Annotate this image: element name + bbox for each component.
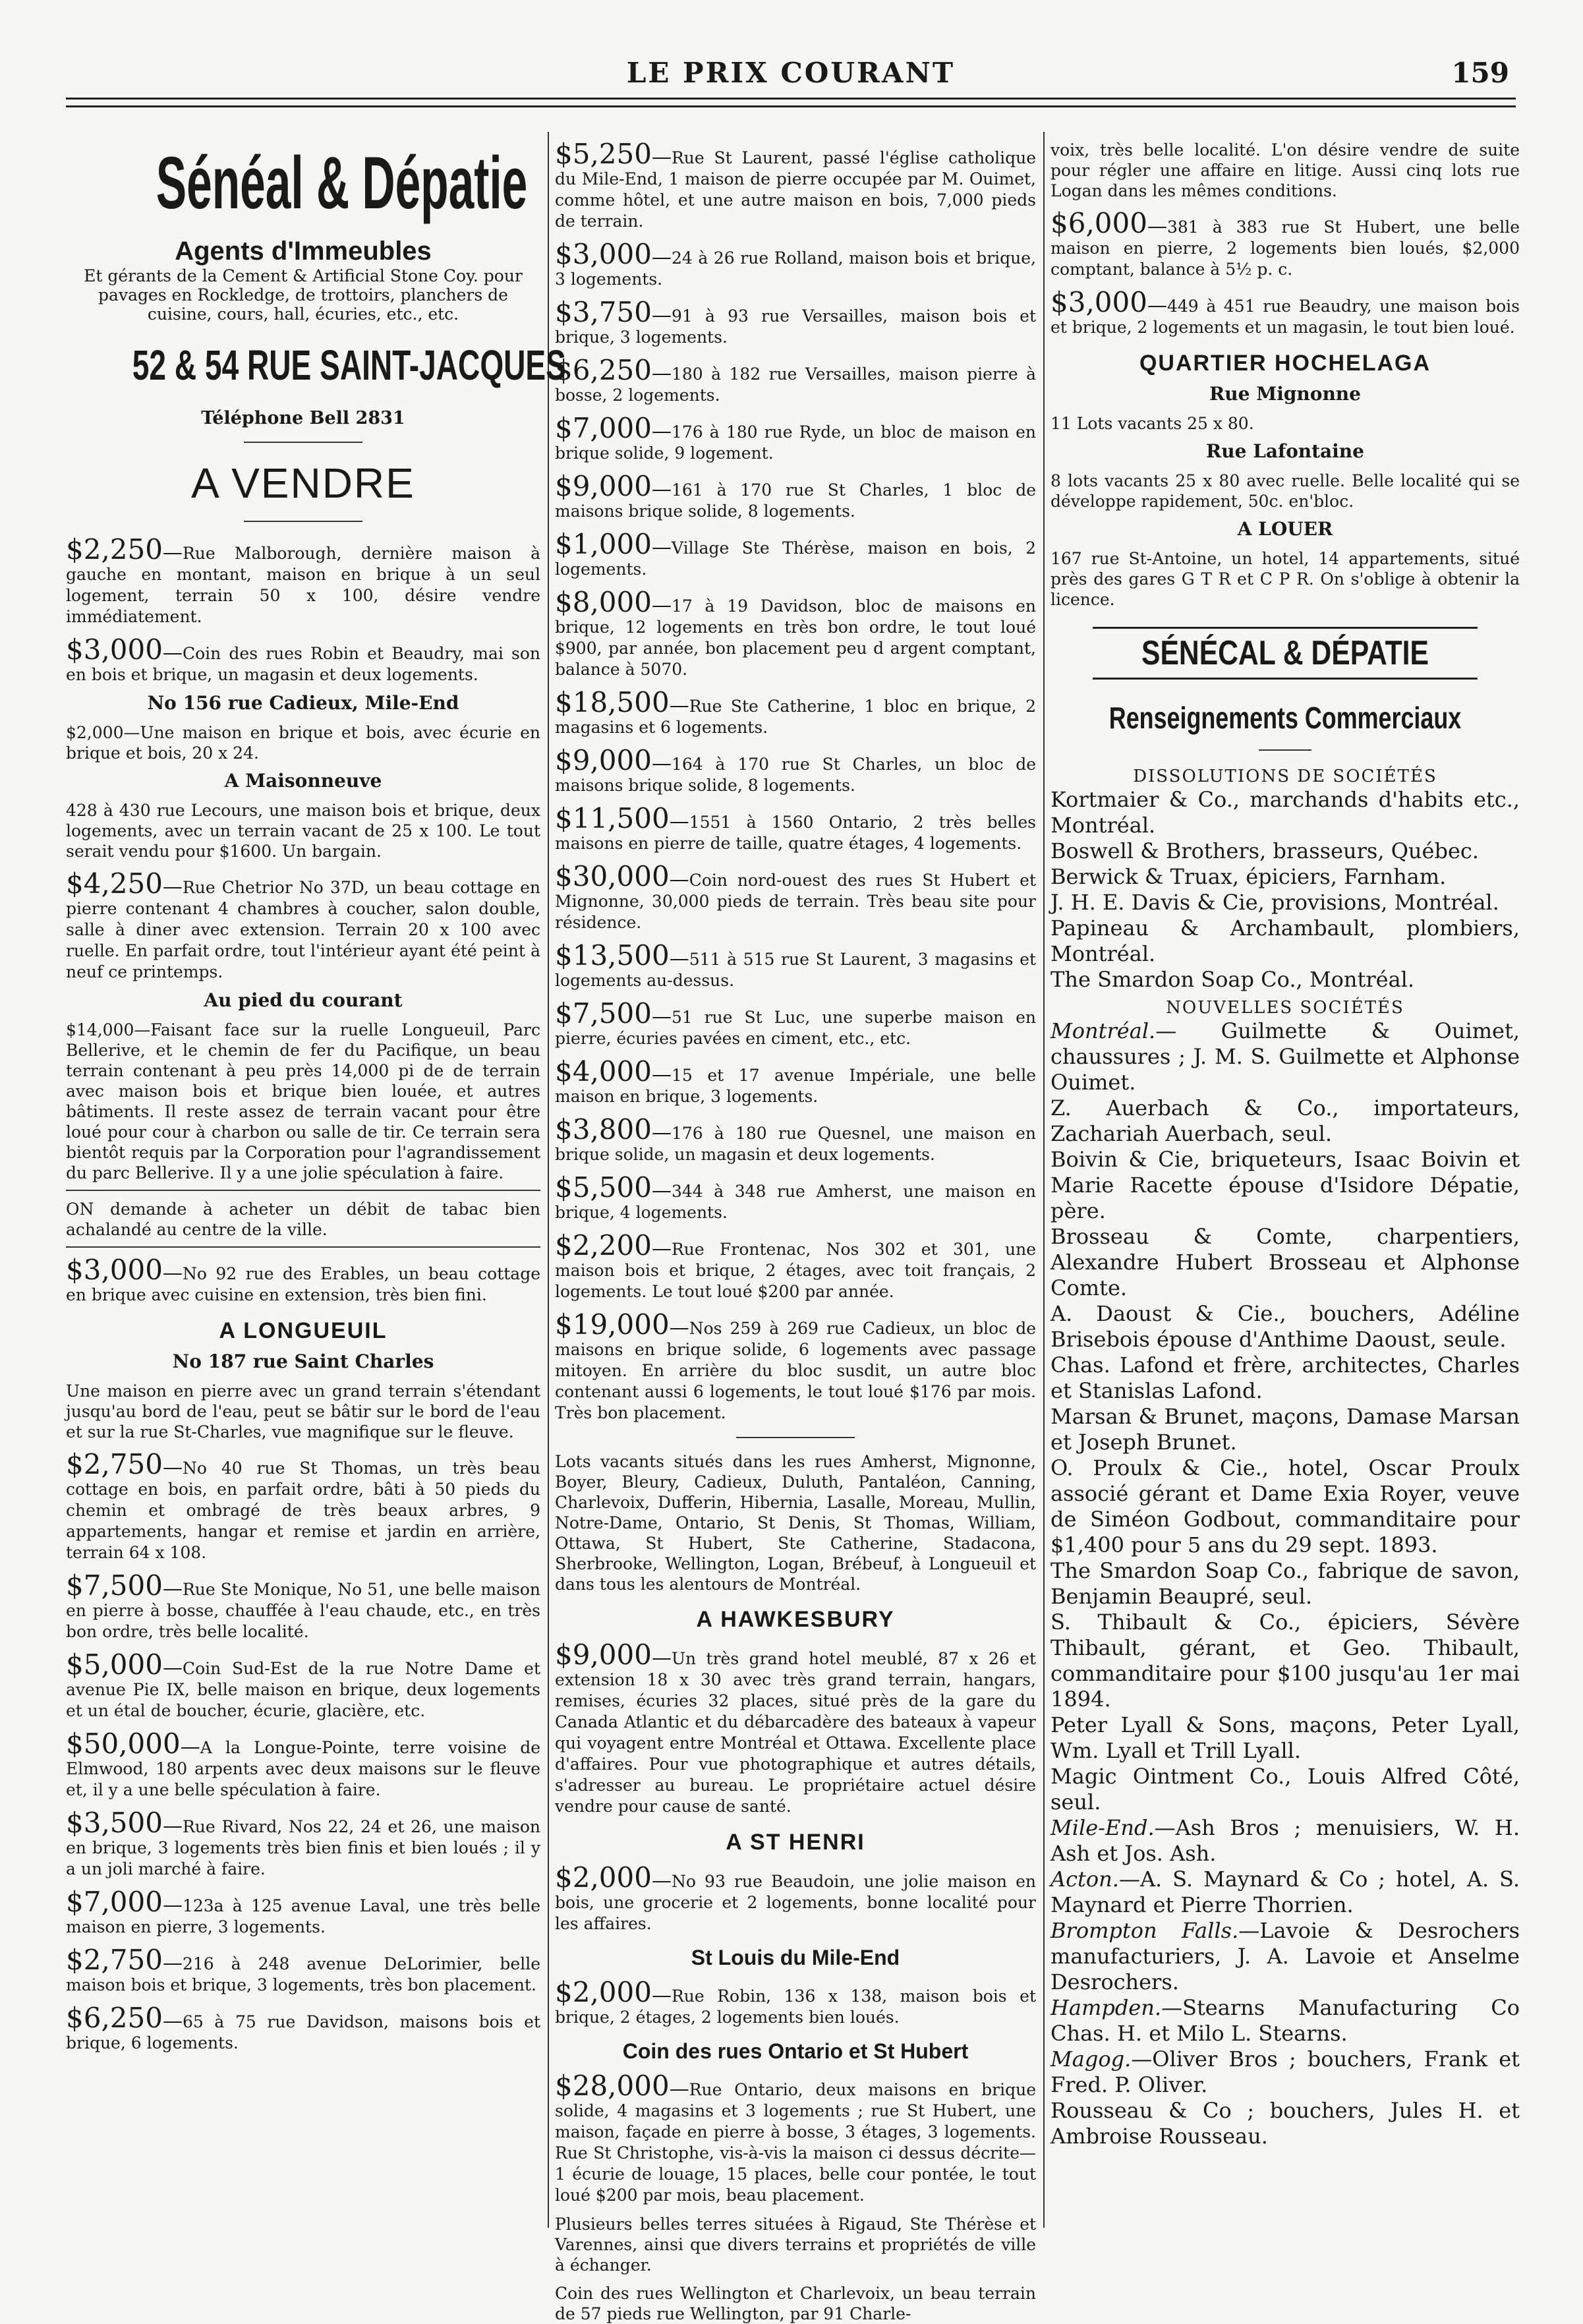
listing-price: $13,500 bbox=[555, 939, 670, 972]
listing: $50,000—A la Longue-Pointe, terre voisine de Elmwood, 180 arpents avec deux maisons sur le fleuve et, il y a une belle spéculation à faire. bbox=[66, 1728, 540, 1799]
listing-text: 161 à 170 rue St Charles, 1 bloc de maisons brique solide, 8 logements. bbox=[555, 480, 1036, 521]
listing: 11 Lots vacants 25 x 80. bbox=[1051, 414, 1254, 433]
header-rule bbox=[66, 105, 1516, 107]
dissolution-entry: Berwick & Truax, épiciers, Farnham. bbox=[1051, 864, 1447, 889]
listing-text: 24 à 26 rue Rolland, maison bois et brique, 3 logements. bbox=[555, 248, 1036, 289]
listing-price: $3,750 bbox=[555, 296, 652, 328]
listing-price: $9,000 bbox=[555, 1639, 652, 1671]
listing-price: $28,000 bbox=[555, 2070, 670, 2102]
listing-text: Rue St Laurent, passé l'église catholique du Mile-End, 1 maison de pierre occupée par M. Ouimet, comme hôtel, et une autre maison en bois, 7,000 pieds de terrain. bbox=[555, 148, 1036, 231]
listing-text: 216 à 248 avenue DeLorimier, belle maison bois et brique, 3 logements, très bon placement. bbox=[66, 1954, 540, 1994]
divider bbox=[244, 442, 362, 443]
listing-price: $6,250 bbox=[555, 354, 652, 386]
societe-entry bbox=[1051, 1815, 1520, 1867]
listing-price: $50,000 bbox=[66, 1728, 181, 1760]
dissolution-entry: Boswell & Brothers, brasseurs, Québec. bbox=[1051, 838, 1479, 863]
listing: $9,000—161 à 170 rue St Charles, 1 bloc de maisons brique solide, 8 logements. bbox=[555, 470, 1036, 521]
listing: $3,000—Coin des rues Robin et Beaudry, mai son en bois et brique, un magasin et deux logements. bbox=[66, 633, 540, 684]
listing: $5,500—344 à 348 rue Amherst, une maison en brique, 4 logements. bbox=[555, 1171, 1036, 1222]
column-3 bbox=[1051, 132, 1520, 2228]
divider bbox=[736, 1437, 855, 1438]
listing-price: $2,750 bbox=[66, 1944, 163, 1976]
firm-name-secondary: SÉNÉCAL & DÉPATIE bbox=[1093, 627, 1478, 680]
listing-text: A la Longue-Pointe, terre voisine de Elmwood, 180 arpents avec deux maisons sur le fleuve et, il y a une belle spéculation à faire. bbox=[66, 1738, 540, 1799]
agents-heading: Agents d'Immeubles bbox=[175, 237, 432, 266]
listing: $7,500—51 rue St Luc, une superbe maison en pierre, écuries pavées en ciment, etc., etc. bbox=[555, 997, 1036, 1048]
section-heading: A VENDRE bbox=[191, 459, 415, 507]
societe-entry bbox=[1051, 1918, 1520, 1995]
entry-text: —Lavoie & Desrochers manufacturiers, J. A. Lavoie et Anselme Desrochers. bbox=[1051, 1918, 1520, 1994]
societe-entry: Chas. Lafond et frère, architectes, Charles et Stanislas Lafond. bbox=[1051, 1352, 1520, 1403]
gerants-text: Et gérants de la Cement & Artificial Stone Coy. pour pavages en Rockledge, de trottoirs, planchers de cuisine, cours, hall, écuries, etc., etc. bbox=[84, 266, 523, 324]
listing-text: 51 rue St Luc, une superbe maison en pierre, écuries pavées en ciment, etc., etc. bbox=[555, 1008, 1036, 1048]
listing: $7,500—Rue Ste Monique, No 51, une belle maison en pierre à bosse, chauffée à l'eau chaude, etc., en très bon ordre, très belle localité. bbox=[66, 1569, 540, 1641]
listing: $2,000—No 93 rue Beaudoin, une jolie maison en bois, une grocerie et 2 logements, bonne localité pour les affaires. bbox=[555, 1861, 1036, 1933]
entry-place: Magog. bbox=[1051, 2047, 1132, 2072]
listing-text: Rue Ste Catherine, 1 bloc en brique, 2 magasins et 6 logements. bbox=[555, 697, 1036, 737]
listing: 8 lots vacants 25 x 80 avec ruelle. Belle localité qui se développe rapidement, 50c. en'bloc. bbox=[1051, 471, 1520, 511]
dissolution-entry: J. H. E. Davis & Cie, provisions, Montréal. bbox=[1051, 890, 1499, 915]
listing-price: $2,250 bbox=[66, 533, 163, 566]
listing-price: $7,500 bbox=[555, 997, 652, 1030]
listing: $19,000—Nos 259 à 269 rue Cadieux, un bloc de maisons en brique solide, 6 logements avec passage mitoyen. En arrière du bloc susdit, un autre bloc contenant aussi 6 logements, le tout loué $176 par mois. Très bon placement. bbox=[555, 1308, 1036, 1422]
nouvelles-heading: NOUVELLES SOCIÉTÉS bbox=[1166, 998, 1404, 1018]
page-header bbox=[66, 51, 1516, 100]
listing-subheading: Rue Lafontaine bbox=[1206, 440, 1364, 462]
listing: $5,000—Coin Sud-Est de la rue Notre Dame et avenue Pie IX, belle maison en brique, deux logements et un étal de boucher, écurie, glacière, etc. bbox=[66, 1648, 540, 1720]
listing-price: $5,000 bbox=[66, 1648, 163, 1681]
listing-text: No 92 rue des Erables, un beau cottage en brique avec cuisine en extension, très bien fini. bbox=[66, 1264, 540, 1304]
entry-place: Acton. bbox=[1051, 1867, 1119, 1892]
societe-entry: Marsan & Brunet, maçons, Damase Marsan et Joseph Brunet. bbox=[1051, 1404, 1520, 1455]
listing-price: $1,000 bbox=[555, 528, 652, 560]
divider bbox=[1259, 749, 1311, 751]
publication-title: LE PRIX COURANT bbox=[626, 57, 956, 89]
listing-text: Un très grand hotel meublé, 87 x 26 et extension 18 x 30 avec très grand terrain, hangars, remises, écuries 32 places, situé près de la gare du Canada Atlantic et du débarcadère des bateaux à vapeur qui voyagent entre Montréal et Ottawa. Excellente place d'affaires. Pour vue photographique et autres détails, s'adresser au bureau. Le propriétaire actuel désire vendre pour cause de santé. bbox=[555, 1649, 1036, 1816]
listing-text: 180 à 182 rue Versailles, maison pierre à bosse, 2 logements. bbox=[555, 364, 1036, 405]
entry-place: Montréal. bbox=[1051, 1018, 1156, 1043]
listing-text: Coin Sud-Est de la rue Notre Dame et avenue Pie IX, belle maison en brique, deux logements et un étal de boucher, écurie, glacière, etc. bbox=[66, 1659, 540, 1720]
listing: $2,750—No 40 rue St Thomas, un très beau cottage en bois, en parfait ordre, bâti à 50 pieds du chemin et ombragé de très beaux arbres, 9 appartements, hangar et remise et jardin en arrière, terrain 64 x 108. bbox=[66, 1448, 540, 1562]
listing-price: $3,000 bbox=[66, 1254, 163, 1286]
listing-price: $3,000 bbox=[1051, 286, 1147, 318]
listing: Une maison en pierre avec un grand terrain s'étendant jusqu'au bord de l'eau, peut se bâtir sur le bord de l'eau et sur la rue St-Charles, vue magnifique sur le fleuve. bbox=[66, 1381, 540, 1441]
listing: $2,750—216 à 248 avenue DeLorimier, belle maison bois et brique, 3 logements, très bon placement. bbox=[66, 1944, 540, 1994]
listing: $3,000—24 à 26 rue Rolland, maison bois et brique, 3 logements. bbox=[555, 238, 1036, 289]
entry-text: —Ash Bros ; menuisiers, W. H. Ash et Jos. Ash. bbox=[1051, 1815, 1520, 1866]
listing: $2,000—Rue Robin, 136 x 138, maison bois et brique, 2 étages, 2 logements bien loués. bbox=[555, 1976, 1036, 2027]
section-heading: A LONGUEUIL bbox=[219, 1318, 388, 1343]
societe-entry: Z. Auerbach & Co., importateurs, Zachariah Auerbach, seul. bbox=[1051, 1095, 1520, 1146]
listing: $28,000—Rue Ontario, deux maisons en brique solide, 4 magasins et 3 logements ; rue St Hubert, une maison, façade en pierre à bosse, 3 étages, 3 logements. Rue St Christophe, vis-à-vis la maison ci dessus décrite—1 écurie de louage, 15 places, belle cour pontée, le tout loué $200 par mois, beau placement. bbox=[555, 2070, 1036, 2205]
listing-price: $9,000 bbox=[555, 470, 652, 502]
societe-entry: The Smardon Soap Co., fabrique de savon, Benjamin Beaupré, seul. bbox=[1051, 1558, 1520, 1609]
listing: $9,000—Un très grand hotel meublé, 87 x 26 et extension 18 x 30 avec très grand terrain, hangars, remises, écuries 32 places, situé près de la gare du Canada Atlantic et du débarcadère des bateaux à vapeur qui voyagent entre Montréal et Ottawa. Excellente place d'affaires. Pour vue photographique et autres détails, s'adresser au bureau. Le propriétaire actuel désire vendre pour cause de santé. bbox=[555, 1639, 1036, 1816]
listing-price: $2,000 bbox=[555, 1976, 652, 2008]
societe-entry: Boivin & Cie, briqueteurs, Isaac Boivin et Marie Racette épouse d'Isidore Dépatie, père. bbox=[1051, 1147, 1520, 1223]
societe-entry bbox=[1051, 1995, 1520, 2047]
listing-price: $2,750 bbox=[66, 1448, 163, 1480]
telephone: Téléphone Bell 2831 bbox=[201, 408, 405, 428]
societe-entry: Brosseau & Comte, charpentiers, Alexandre Hubert Brosseau et Alphonse Comte. bbox=[1051, 1224, 1520, 1300]
societe-entry: O. Proulx & Cie., hotel, Oscar Proulx associé gérant et Dame Exia Royer, veuve de Siméon Godbout, commanditaire pour $1,400 pour 5 ans du 29 sept. 1893. bbox=[1051, 1455, 1520, 1557]
listing: $6,250—65 à 75 rue Davidson, maisons bois et brique, 6 logements. bbox=[66, 2002, 540, 2052]
entry-text: —A. S. Maynard & Co ; hotel, A. S. Maynard et Pierre Thorrien. bbox=[1051, 1867, 1520, 1917]
notice: ON demande à acheter un débit de tabac bien achalandé au centre de la ville. bbox=[66, 1200, 540, 1239]
listing: $7,000—176 à 180 rue Ryde, un bloc de maison en brique solide, 9 logement. bbox=[555, 412, 1036, 463]
listing-price: $8,000 bbox=[555, 586, 652, 618]
listing-price: $5,250 bbox=[555, 138, 652, 170]
listing-price: $9,000 bbox=[555, 744, 652, 776]
section-heading: A HAWKESBURY bbox=[696, 1607, 895, 1632]
listing-subheading: Au pied du courant bbox=[204, 989, 403, 1011]
listing-text: Coin des rues Robin et Beaudry, mai son en bois et brique, un magasin et deux logements. bbox=[66, 644, 540, 684]
entry-text: —Oliver Bros ; bouchers, Frank et Fred. P. Oliver. bbox=[1051, 2047, 1520, 2097]
listing-subheading: A LOUER bbox=[1237, 518, 1333, 540]
entry-place: Brompton Falls. bbox=[1051, 1918, 1239, 1943]
listing-subheading: No 187 rue Saint Charles bbox=[172, 1351, 434, 1372]
listing: $2,200—Rue Frontenac, Nos 302 et 301, une maison bois et brique, 2 étages, avec toit français, 2 logements. Le tout loué $200 par année. bbox=[555, 1229, 1036, 1301]
listing: $4,000—15 et 17 avenue Impériale, une belle maison en brique, 3 logements. bbox=[555, 1055, 1036, 1106]
societe-entry bbox=[1051, 2047, 1520, 2098]
column-2 bbox=[555, 132, 1036, 2323]
listing-price: $6,000 bbox=[1051, 207, 1147, 239]
listing-text: 381 à 383 rue St Hubert, une belle maison en pierre, 2 logements bien loués, $2,000 comptant, balance à 5½ p. c. bbox=[1051, 218, 1520, 279]
listing-text: Rue Frontenac, Nos 302 et 301, une maison bois et brique, 2 étages, avec toit français, 2 logements. Le tout loué $200 par année. bbox=[555, 1240, 1036, 1301]
listing: $18,500—Rue Ste Catherine, 1 bloc en brique, 2 magasins et 6 logements. bbox=[555, 686, 1036, 737]
listing: $8,000—17 à 19 Davidson, bloc de maisons en brique, 12 logements en très bon ordre, le tout loué $900, par année, bon placement peu d argent comptant, balance à 5070. bbox=[555, 586, 1036, 679]
listing-price: $6,250 bbox=[66, 2002, 163, 2034]
listing-price: $3,800 bbox=[555, 1113, 652, 1146]
section-heading: St Louis du Mile-End bbox=[691, 1946, 900, 1969]
societe-entry: Rousseau & Co ; bouchers, Jules H. et Ambroise Rousseau. bbox=[1051, 2098, 1520, 2149]
listing-price: $7,000 bbox=[66, 1886, 163, 1918]
dissolutions-heading: DISSOLUTIONS DE SOCIÉTÉS bbox=[1133, 767, 1437, 786]
listing-price: $3,000 bbox=[66, 633, 163, 666]
listing: $5,250—Rue St Laurent, passé l'église catholique du Mile-End, 1 maison de pierre occupée par M. Ouimet, comme hôtel, et une autre maison en bois, 7,000 pieds de terrain. bbox=[555, 138, 1036, 231]
listing: $1,000—Village Ste Thérèse, maison en bois, 2 logements. bbox=[555, 528, 1036, 579]
listing-price: $30,000 bbox=[555, 860, 670, 892]
section-heading: Coin des rues Ontario et St Hubert bbox=[622, 2039, 969, 2063]
listing-continued: voix, très belle localité. L'on désire vendre de suite pour régler une affaire en litige. Aussi cinq lots rue Logan dans les mêmes conditions. bbox=[1051, 140, 1520, 200]
column-1 bbox=[66, 132, 566, 2228]
listing-text: No 40 rue St Thomas, un très beau cottage en bois, en parfait ordre, bâti à 50 pieds du chemin et ombragé de très beaux arbres, 9 appartements, hangar et remise et jardin en arrière, terrain 64 x 108. bbox=[66, 1459, 540, 1562]
listing-price: $4,000 bbox=[555, 1055, 652, 1088]
listing: $6,000—381 à 383 rue St Hubert, une belle maison en pierre, 2 logements bien loués, $2,000 comptant, balance à 5½ p. c. bbox=[1051, 207, 1520, 279]
listing-text: 176 à 180 rue Ryde, un bloc de maison en brique solide, 9 logement. bbox=[555, 422, 1036, 463]
listing-text: 164 à 170 rue St Charles, un bloc de maisons brique solide, 8 logements. bbox=[555, 755, 1036, 795]
divider bbox=[244, 521, 362, 522]
listing: Plusieurs belles terres situées à Rigaud, Ste Thérèse et Varennes, ainsi que divers terrains et propriétés de ville à échanger. bbox=[555, 2215, 1036, 2275]
listing-text: 449 à 451 rue Beaudry, une maison bois et brique, 2 logements et un magasin, le tout bien loué. bbox=[1051, 297, 1520, 337]
listing-price: $19,000 bbox=[555, 1308, 670, 1341]
listing-price: $3,000 bbox=[555, 238, 652, 270]
listing: $3,500—Rue Rivard, Nos 22, 24 et 26, une maison en brique, 3 logements très bien finis et bien loués ; il y a un joli marché à faire. bbox=[66, 1807, 540, 1878]
listing-text: 176 à 180 rue Quesnel, une maison en brique solide, un magasin et deux logements. bbox=[555, 1124, 1036, 1164]
listing-subheading: A Maisonneuve bbox=[224, 770, 382, 792]
listing-subheading: No 156 rue Cadieux, Mile-End bbox=[147, 692, 459, 714]
listing-price: $5,500 bbox=[555, 1171, 652, 1204]
listing: $3,000—No 92 rue des Erables, un beau cottage en brique avec cuisine en extension, très bien fini. bbox=[66, 1254, 540, 1304]
listing: $6,250—180 à 182 rue Versailles, maison pierre à bosse, 2 logements. bbox=[555, 354, 1036, 405]
listing-text: 65 à 75 rue Davidson, maisons bois et brique, 6 logements. bbox=[66, 2012, 540, 2052]
listing-text: Village Ste Thérèse, maison en bois, 2 logements. bbox=[555, 538, 1036, 579]
listing-text: Rue Ontario, deux maisons en brique solide, 4 magasins et 3 logements ; rue St Hubert, une maison, façade en pierre à bosse, 3 étages, 3 logements. Rue St Christophe, vis-à-vis la maison ci dessus décrite—1 écurie de louage, 15 places, belle cour pontée, le tout loué $200 par mois, beau placement. bbox=[555, 2080, 1036, 2205]
section-heading: A ST HENRI bbox=[726, 1830, 865, 1855]
societe-entry bbox=[1051, 1018, 1520, 1095]
listing-price: $11,500 bbox=[555, 802, 670, 834]
divider bbox=[66, 1190, 540, 1191]
listing-price: $18,500 bbox=[555, 686, 670, 718]
section-heading: QUARTIER HOCHELAGA bbox=[1139, 351, 1431, 376]
firm-address: 52 & 54 RUE SAINT-JACQUES bbox=[132, 341, 566, 389]
listing-price: $4,250 bbox=[66, 867, 163, 900]
listing-text: 123a à 125 avenue Laval, une très belle maison en pierre, 3 logements. bbox=[66, 1896, 540, 1936]
listing-text: Rue Chetrior No 37D, un beau cottage en pierre contenant 4 chambres à coucher, salon double, salle à diner avec extension. Terrain 20 x 100 avec ruelle. En parfait ordre, tout l'intérieur ayant été peint à neuf ce printemps. bbox=[66, 878, 540, 981]
listing-price: $7,500 bbox=[66, 1569, 163, 1602]
divider bbox=[66, 1246, 540, 1248]
listing-text: Rue Rivard, Nos 22, 24 et 26, une maison en brique, 3 logements très bien finis et bien loués ; il y a un joli marché à faire. bbox=[66, 1817, 540, 1878]
section-title: Renseignements Commerciaux bbox=[1108, 701, 1462, 735]
listing: Coin des rues Wellington et Charlevoix, un beau terrain de 57 pieds rue Wellington, par 91 Charle- bbox=[555, 2284, 1036, 2323]
dissolution-entry: Kortmaier & Co., marchands d'habits etc., Montréal. bbox=[1051, 787, 1520, 838]
listing-subheading: Rue Mignonne bbox=[1209, 383, 1361, 405]
listing: $13,500—511 à 515 rue St Laurent, 3 magasins et logements au-dessus. bbox=[555, 939, 1036, 990]
listing-text: Rue Robin, 136 x 138, maison bois et brique, 2 étages, 2 logements bien loués. bbox=[555, 1987, 1036, 2027]
listing-text: No 93 rue Beaudoin, une jolie maison en bois, une grocerie et 2 logements, bonne localité pour les affaires. bbox=[555, 1872, 1036, 1933]
listing-price: $7,000 bbox=[555, 412, 652, 444]
firm-name: Sénéal & Dépatie bbox=[156, 142, 528, 224]
listing: $11,500—1551 à 1560 Ontario, 2 très belles maisons en pierre de taille, quatre étages, 4 logements. bbox=[555, 802, 1036, 853]
listing: $30,000—Coin nord-ouest des rues St Hubert et Mignonne, 30,000 pieds de terrain. Très beau site pour résidence. bbox=[555, 860, 1036, 932]
column-divider bbox=[1043, 132, 1045, 2228]
listing-text: Coin nord-ouest des rues St Hubert et Mignonne, 30,000 pieds de terrain. Très beau site pour résidence. bbox=[555, 871, 1036, 932]
listing: $14,000—Faisant face sur la ruelle Longueuil, Parc Bellerive, et le chemin de fer du Pacifique, un beau terrain contenant à peu près 14,000 pi de de terrain avec maison bois et brique bien louée, et autres bâtiments. Il reste assez de terrain vacant pour être loué pour cour à charbon ou salle de tir. Ce terrain sera bientôt requis par la Corporation pour l'agrandissement du parc Bellerive. Il y a une jolie spéculation à faire. bbox=[66, 1020, 540, 1182]
listing-text: 511 à 515 rue St Laurent, 3 magasins et logements au-dessus. bbox=[555, 950, 1036, 990]
listing-text: 1551 à 1560 Ontario, 2 très belles maisons en pierre de taille, quatre étages, 4 logements. bbox=[555, 813, 1036, 853]
column-divider bbox=[548, 132, 549, 2228]
societe-entry bbox=[1051, 1867, 1520, 1918]
entry-text: — Guilmette & Ouimet, chaussures ; J. M. S. Guilmette et Alphonse Ouimet. bbox=[1051, 1018, 1520, 1095]
listing: 428 à 430 rue Lecours, une maison bois et brique, deux logements, avec un terrain vacant de 25 x 100. Le tout serait vendu pour $1600. Un bargain. bbox=[66, 801, 540, 861]
listing-price: $2,000 bbox=[555, 1861, 652, 1894]
societe-entry: S. Thibault & Co., épiciers, Sévère Thibault, gérant, et Geo. Thibault, commanditaire pour $100 jusqu'au 1er mai 1894. bbox=[1051, 1610, 1520, 1712]
listing: $2,000—Une maison en brique et bois, avec écurie en brique et bois, 20 x 24. bbox=[66, 723, 540, 763]
listing: $2,250—Rue Malborough, dernière maison à gauche en montant, maison en brique à un seul logement, terrain 50 x 100, désire vendre immédiatement. bbox=[66, 533, 540, 626]
listing: $3,800—176 à 180 rue Quesnel, une maison en brique solide, un magasin et deux logements. bbox=[555, 1113, 1036, 1164]
listing-text: 91 à 93 rue Versailles, maison bois et brique, 3 logements. bbox=[555, 306, 1036, 347]
listing: $4,250—Rue Chetrior No 37D, un beau cottage en pierre contenant 4 chambres à coucher, salon double, salle à diner avec extension. Terrain 20 x 100 avec ruelle. En parfait ordre, tout l'intérieur ayant été peint à neuf ce printemps. bbox=[66, 867, 540, 981]
listing: 167 rue St-Antoine, un hotel, 14 appartements, situé près des gares G T R et C P R. On s'oblige à obtenir la licence. bbox=[1051, 549, 1520, 609]
listing-price: $2,200 bbox=[555, 1229, 652, 1262]
societe-entry: A. Daoust & Cie., bouchers, Adéline Brisebois épouse d'Anthime Daoust, seule. bbox=[1051, 1301, 1520, 1352]
listing: $9,000—164 à 170 rue St Charles, un bloc de maisons brique solide, 8 logements. bbox=[555, 744, 1036, 795]
dissolution-entry: The Smardon Soap Co., Montréal. bbox=[1051, 967, 1415, 992]
listing-price: $3,500 bbox=[66, 1807, 163, 1839]
listing-text: Nos 259 à 269 rue Cadieux, un bloc de maisons en brique solide, 6 logements avec passage mitoyen. En arrière du bloc susdit, un autre bloc contenant aussi 6 logements, le tout loué $176 par mois. Très bon placement. bbox=[555, 1319, 1036, 1422]
listing: $3,750—91 à 93 rue Versailles, maison bois et brique, 3 logements. bbox=[555, 296, 1036, 347]
lots-vacants: Lots vacants situés dans les rues Amherst, Mignonne, Boyer, Bleury, Cadieux, Duluth, Pantaléon, Canning, Charlevoix, Dufferin, Hibernia, Lasalle, Moreau, Mullin, Notre-Dame, Ontario, St Denis, St Thomas, William, Ottawa, St Hubert, Ste Catherine, Stadacona, Sherbrooke, Wellington, Logan, Brébeuf, à Longueuil et dans tous les alentours de Montréal. bbox=[555, 1452, 1036, 1594]
listing: $3,000—449 à 451 rue Beaudry, une maison bois et brique, 2 logements et un magasin, le tout bien loué. bbox=[1051, 286, 1520, 337]
societe-entry: Peter Lyall & Sons, maçons, Peter Lyall, Wm. Lyall et Trill Lyall. bbox=[1051, 1712, 1520, 1763]
entry-place: Mile-End. bbox=[1051, 1815, 1155, 1840]
page-number: 159 bbox=[1451, 57, 1509, 89]
listing-text: 17 à 19 Davidson, bloc de maisons en brique, 12 logements en très bon ordre, le tout loué $900, par année, bon placement peu d argent comptant, balance à 5070. bbox=[555, 596, 1036, 679]
dissolution-entry: Papineau & Archambault, plombiers, Montréal. bbox=[1051, 915, 1520, 966]
listing-text: Rue Ste Monique, No 51, une belle maison en pierre à bosse, chauffée à l'eau chaude, etc., en très bon ordre, très belle localité. bbox=[66, 1580, 540, 1641]
listing: $7,000—123a à 125 avenue Laval, une très belle maison en pierre, 3 logements. bbox=[66, 1886, 540, 1936]
listing-text: 15 et 17 avenue Impériale, une belle maison en brique, 3 logements. bbox=[555, 1066, 1036, 1106]
listing-text: Rue Malborough, dernière maison à gauche en montant, maison en brique à un seul logement, terrain 50 x 100, désire vendre immédiatement. bbox=[66, 544, 540, 626]
societe-entry: Magic Ointment Co., Louis Alfred Côté, seul. bbox=[1051, 1764, 1520, 1815]
listing-text: 344 à 348 rue Amherst, une maison en brique, 4 logements. bbox=[555, 1182, 1036, 1222]
entry-text: —Stearns Manufacturing Co Chas. H. et Milo L. Stearns. bbox=[1051, 1995, 1520, 2046]
entry-place: Hampden. bbox=[1051, 1995, 1162, 2020]
